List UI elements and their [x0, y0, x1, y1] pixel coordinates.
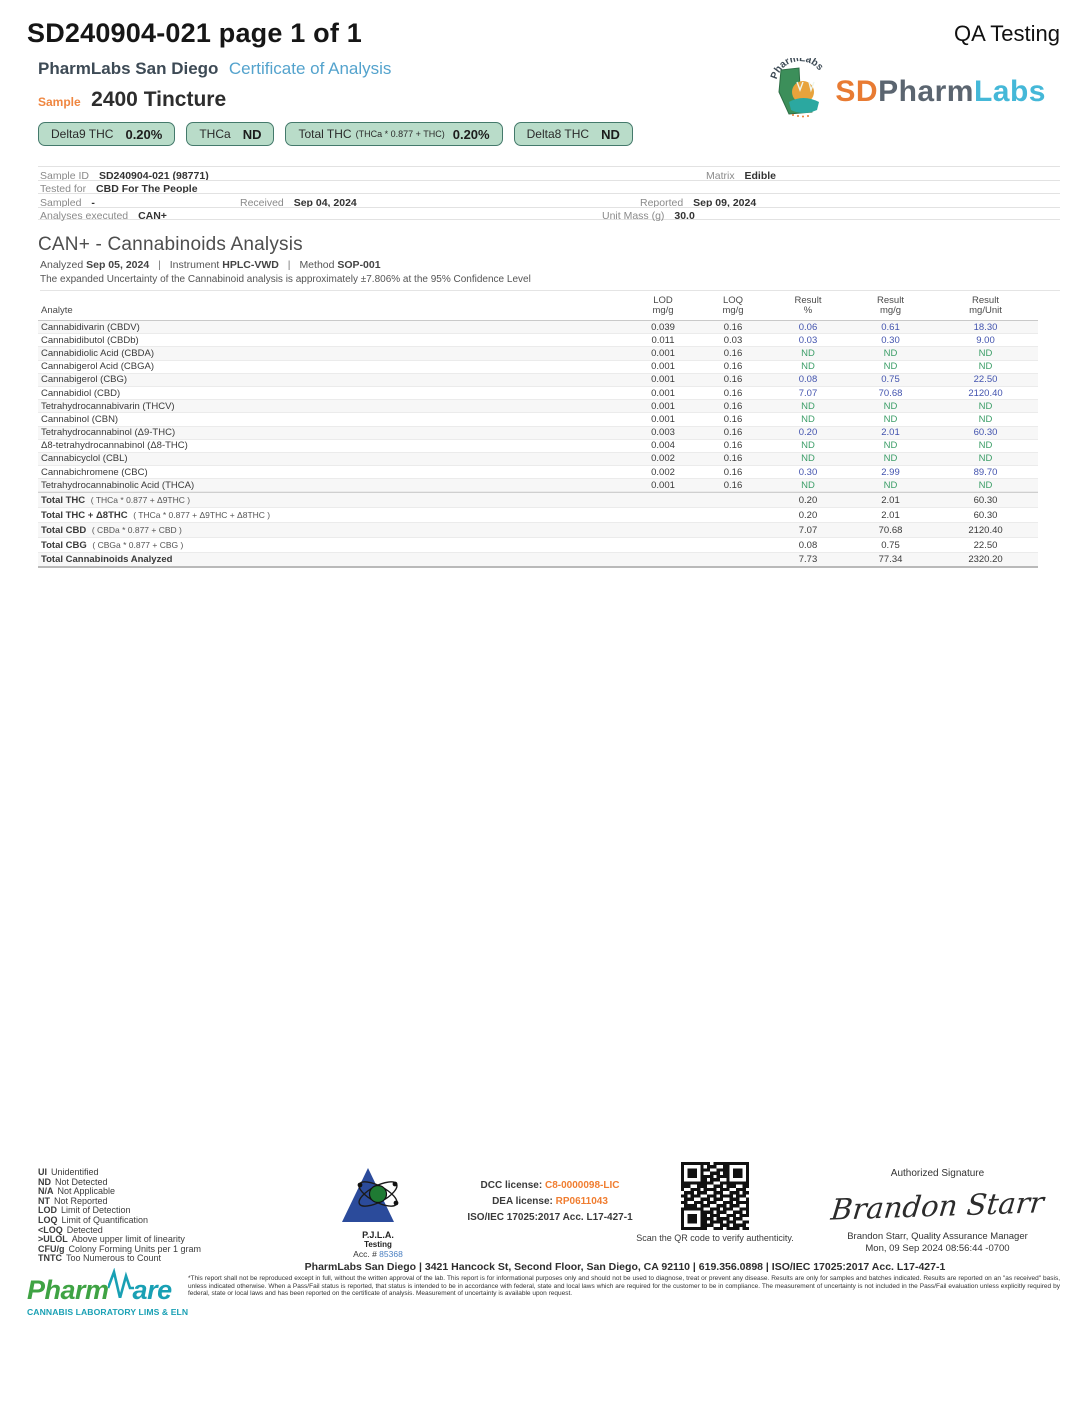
lod-value: 0.001	[651, 387, 675, 399]
table-row	[38, 347, 1038, 360]
legend-desc: Above upper limit of linearity	[71, 1234, 185, 1245]
result-pct: ND	[801, 347, 815, 359]
result-pct: 0.08	[798, 374, 818, 386]
legend-abbr: CFU/g	[38, 1243, 65, 1254]
separator: |	[287, 259, 291, 271]
legend-desc: Not Applicable	[57, 1186, 116, 1197]
legend-desc: Limit of Quantification	[61, 1214, 149, 1225]
pjla-acc-number: Acc. # 85368	[353, 1249, 403, 1259]
legend-abbr: N/A	[38, 1186, 54, 1197]
dcc-license-label: DCC license:	[480, 1180, 543, 1191]
table-total-row	[38, 493, 1038, 508]
table-row	[38, 413, 1038, 426]
total-formula: ( THCa * 0.877 + Δ9THC + Δ8THC )	[133, 509, 271, 520]
legend-desc: Colony Forming Units per 1 gram	[68, 1243, 202, 1254]
abbreviation-legend	[38, 1168, 201, 1264]
total-label: Total THC	[41, 494, 86, 506]
lod-value: 0.001	[651, 361, 675, 373]
dea-license-value[interactable]: RP0611043	[555, 1196, 608, 1207]
qa-testing-label: QA Testing	[954, 21, 1060, 46]
total-formula: ( THCa * 0.877 + Δ9THC )	[90, 494, 191, 505]
table-row	[38, 374, 1038, 387]
legend-abbr: UI	[38, 1167, 47, 1177]
result-mgg: 0.75	[881, 374, 900, 386]
result-mgg: ND	[883, 400, 898, 412]
result-mgunit: ND	[978, 479, 993, 491]
result-mgg: ND	[883, 347, 898, 359]
result-mgg: 2.99	[881, 466, 900, 478]
sampled-label: Sampled	[40, 196, 82, 209]
potency-badge	[186, 122, 274, 146]
document-type: Certificate of Analysis	[228, 59, 392, 78]
qr-caption: Scan the QR code to verify authenticity.	[636, 1233, 794, 1243]
potency-badge	[38, 122, 175, 146]
tested-for-value: CBD For The People	[96, 183, 198, 195]
badge-value: ND	[242, 126, 262, 142]
table-total-row	[38, 523, 1038, 538]
analyte-name: Tetrahydrocannabivarin (THCV)	[41, 400, 175, 412]
result-mgg: ND	[883, 413, 898, 425]
pulse-wave-icon	[108, 1268, 134, 1303]
result-mgunit: 9.00	[976, 334, 995, 346]
result-pct: 7.07	[798, 387, 818, 399]
report-disclaimer: *This report shall not be reproduced except in full, without the written approval of the lab. This report is for informational purposes only and should not be used to diagnose, treat or prevent any disease. Results are only for samples and batches indicated. Results are reported on an "as received" basis, unless indicated otherwise. When a Pass/Fail status is reported, that status is intended to be in accordance with federal, state and local laws which are required for the customer to be in compliance. The measurement of uncertainty is not included in the Pass/Fail evaluation unless explicitly required by federal, state or local laws and has been reported on the certificate of analysis. Measurement of uncertainty is available upon request.	[188, 1275, 1060, 1298]
result-mgunit: 60.30	[973, 427, 998, 439]
total-mgg: 2.01	[881, 494, 900, 506]
legend-desc: Limit of Detection	[61, 1205, 131, 1216]
legend-desc: Too Numerous to Count	[66, 1253, 162, 1264]
qr-section	[620, 1162, 810, 1243]
table-row	[38, 334, 1038, 347]
loq-value: 0.16	[723, 321, 743, 333]
lod-value: 0.011	[651, 334, 675, 346]
result-mgunit: ND	[978, 453, 993, 465]
analyte-name: Cannabicyclol (CBL)	[41, 453, 128, 465]
received-label: Received	[240, 196, 284, 209]
column-result-mgg: Result mg/g	[877, 295, 904, 316]
legend-desc: Detected	[66, 1224, 103, 1235]
badge-label: Delta8 THC	[526, 127, 590, 141]
method-value: SOP-001	[337, 259, 381, 271]
total-pct: 7.73	[798, 554, 818, 566]
result-mgunit: 2120.40	[968, 387, 1003, 399]
badge-value: 0.20%	[452, 126, 490, 142]
unit-mass-label: Unit Mass (g)	[602, 210, 665, 222]
loq-value: 0.03	[723, 334, 743, 346]
total-mgunit: 2120.40	[968, 524, 1003, 536]
dea-license-label: DEA license:	[492, 1196, 553, 1207]
lab-address: PharmLabs San Diego | 3421 Hancock St, Second Floor, San Diego, CA 92110 | 619.356.0898 | ISO/IEC 17025:2017 Acc. L17-427-1	[304, 1261, 946, 1273]
loq-value: 0.16	[723, 387, 743, 399]
cannabinoids-table	[38, 291, 1038, 568]
result-pct: 0.03	[798, 334, 818, 346]
column-result-mgunit: Result mg/Unit	[969, 295, 1002, 316]
uncertainty-note: The expanded Uncertainty of the Cannabinoid analysis is approximately ±7.806% at the 95% Confidence Level	[40, 274, 1060, 291]
dcc-license-value[interactable]: C8-0000098-LIC	[544, 1180, 620, 1191]
reported-label: Reported	[640, 196, 684, 209]
analyte-rows	[38, 321, 1038, 492]
signature-heading: Authorized Signature	[890, 1168, 985, 1179]
signature-block	[830, 1168, 1045, 1254]
matrix-value: Edible	[744, 169, 777, 182]
pharmware-tagline: CANNABIS LABORATORY LIMS & ELN	[27, 1307, 189, 1317]
table-row	[38, 387, 1038, 400]
signature-script: Brandon Starr	[829, 1185, 1046, 1227]
analyte-name: Δ8-tetrahydrocannabinol (Δ8-THC)	[41, 440, 188, 452]
result-pct: ND	[801, 413, 815, 425]
analyzed-value: Sep 05, 2024	[86, 259, 150, 271]
table-row	[38, 400, 1038, 413]
badge-formula: (THCa * 0.877 + THC)	[355, 129, 445, 139]
result-mgg: ND	[883, 440, 898, 452]
analyte-name: Cannabigerol (CBG)	[41, 374, 128, 386]
sample-id-label: Sample ID	[40, 169, 90, 182]
matrix-label: Matrix	[706, 169, 735, 182]
table-row	[38, 453, 1038, 466]
result-pct: ND	[801, 479, 815, 491]
badge-label: Delta9 THC	[51, 127, 114, 141]
result-pct: ND	[801, 440, 815, 452]
analyte-name: Tetrahydrocannabinol (Δ9-THC)	[41, 427, 176, 439]
result-mgunit: 18.30	[973, 321, 998, 333]
result-mgg: ND	[883, 479, 898, 491]
total-label: Total THC + Δ8THC	[41, 509, 128, 521]
table-total-row	[38, 553, 1038, 568]
pharmware-brand-a: Pharm	[27, 1275, 109, 1305]
result-mgg: ND	[883, 361, 898, 373]
lod-value: 0.001	[651, 347, 675, 359]
analyte-name: Cannabigerol Acid (CBGA)	[41, 361, 154, 373]
analyte-name: Cannabinol (CBN)	[41, 413, 119, 425]
analyzed-label: Analyzed	[40, 259, 84, 271]
total-mgg: 0.75	[881, 539, 900, 551]
document-title: SD240904-021 page 1 of 1	[27, 18, 362, 48]
lod-value: 0.001	[651, 400, 675, 412]
column-analyte: Analyte	[41, 305, 73, 316]
analyte-name: Tetrahydrocannabinolic Acid (THCA)	[41, 479, 195, 491]
iso-accreditation: ISO/IEC 17025:2017 Acc. L17-427-1	[467, 1212, 633, 1223]
total-mgg: 2.01	[881, 509, 900, 521]
lod-value: 0.002	[651, 466, 675, 478]
badge-label: THCa	[199, 127, 231, 141]
legend-desc: Not Reported	[54, 1195, 108, 1206]
page-header	[0, 0, 1088, 49]
result-mgg: 2.01	[881, 427, 900, 439]
loq-value: 0.16	[723, 453, 743, 465]
result-mgg: 0.30	[881, 334, 900, 346]
analyses-label: Analyses executed	[40, 210, 129, 222]
column-lod: LOD mg/g	[652, 295, 674, 316]
analyte-name: Cannabichromene (CBC)	[41, 466, 148, 478]
result-mgunit: 89.70	[973, 466, 998, 478]
total-formula: ( CBDa * 0.877 + CBD )	[91, 524, 182, 535]
lod-value: 0.003	[651, 427, 675, 439]
badge-value: ND	[601, 126, 620, 142]
result-mgunit: ND	[978, 347, 993, 359]
legend-desc: Unidentified	[51, 1167, 99, 1177]
section-meta	[40, 259, 1088, 271]
legend-item	[38, 1254, 201, 1264]
loq-value: 0.16	[723, 413, 743, 425]
legend-abbr: ND	[38, 1176, 51, 1187]
lod-value: 0.001	[651, 374, 675, 386]
result-mgunit: ND	[978, 361, 993, 373]
badge-value: 0.20%	[125, 126, 163, 142]
potency-badges	[38, 122, 1060, 146]
table-total-row	[38, 508, 1038, 523]
license-block	[455, 1178, 645, 1226]
analyses-row	[38, 207, 1060, 221]
table-row	[38, 361, 1038, 374]
dea-license-row	[455, 1194, 645, 1210]
result-pct: ND	[801, 400, 815, 412]
analyte-name: Cannabidiolic Acid (CBDA)	[41, 347, 154, 359]
section-title: CAN+ - Cannabinoids Analysis	[38, 234, 303, 255]
column-result-pct: Result %	[794, 295, 822, 316]
total-formula: ( CBGa * 0.877 + CBG )	[92, 539, 184, 550]
lod-value: 0.002	[651, 453, 675, 465]
loq-value: 0.16	[723, 400, 743, 412]
pharmware-brand-b: are	[132, 1275, 172, 1305]
instrument-value: HPLC-VWD	[222, 259, 279, 271]
total-mgunit: 2320.20	[968, 554, 1003, 566]
legend-abbr: LOD	[38, 1205, 57, 1216]
pjla-logo-icon	[340, 1211, 416, 1228]
lod-value: 0.001	[651, 479, 675, 491]
potency-badge	[514, 122, 633, 146]
sample-label: Sample	[38, 95, 81, 109]
analyte-name: Cannabidibutol (CBDb)	[41, 334, 139, 346]
lod-value: 0.004	[651, 440, 675, 452]
signature-datetime: Mon, 09 Sep 2024 08:56:44 -0700	[865, 1243, 1010, 1254]
qr-code	[681, 1162, 749, 1230]
result-mgunit: 22.50	[973, 374, 998, 386]
legend-abbr: >ULOL	[38, 1234, 68, 1245]
result-pct: 0.06	[798, 321, 818, 333]
sdpharmlabs-wordmark: SDPharmLabs	[835, 74, 1046, 108]
pjla-accreditation	[328, 1166, 428, 1259]
tested-for-label: Tested for	[40, 183, 87, 195]
svg-text:PharmLabs: PharmLabs	[769, 58, 826, 81]
result-pct: 0.20	[798, 427, 818, 439]
sample-id-row	[38, 166, 1060, 180]
lod-value: 0.001	[651, 413, 675, 425]
table-row	[38, 321, 1038, 334]
separator: |	[158, 259, 161, 271]
total-pct: 0.08	[798, 539, 818, 551]
lod-value: 0.039	[651, 321, 675, 333]
loq-value: 0.16	[723, 427, 743, 439]
legend-abbr: NT	[38, 1195, 50, 1206]
legend-abbr: LOQ	[38, 1214, 58, 1225]
loq-value: 0.16	[723, 479, 743, 491]
signer-name-title: Brandon Starr, Quality Assurance Manager	[847, 1231, 1028, 1242]
loq-value: 0.16	[723, 361, 743, 373]
total-label: Total CBD	[41, 524, 87, 536]
total-pct: 0.20	[798, 494, 818, 506]
column-loq: LOQ mg/g	[722, 295, 744, 316]
analyte-name: Cannabidiol (CBD)	[41, 387, 121, 399]
result-pct: ND	[801, 361, 815, 373]
pjla-acc-link[interactable]: 85368	[379, 1249, 403, 1259]
dcc-license-row	[455, 1178, 645, 1194]
table-row	[38, 440, 1038, 453]
sampled-value: -	[91, 196, 95, 209]
result-pct: ND	[801, 453, 815, 465]
total-mgunit: 22.50	[973, 539, 998, 551]
sample-id-value: SD240904-021 (98771)	[98, 169, 209, 182]
total-pct: 0.20	[798, 509, 818, 521]
result-pct: 0.30	[798, 466, 818, 478]
result-mgg: 70.68	[878, 387, 903, 399]
tested-for-row	[38, 180, 1060, 194]
sample-info-table	[38, 166, 1060, 220]
result-mgunit: ND	[978, 413, 993, 425]
legend-abbr: <LOQ	[38, 1224, 63, 1235]
total-mgg: 77.34	[878, 554, 903, 566]
pharmware-logo	[27, 1268, 189, 1317]
analyte-name: Cannabidivarin (CBDV)	[41, 321, 140, 333]
totals-rows	[38, 492, 1038, 568]
table-total-row	[38, 538, 1038, 553]
unit-mass-value: 30.0	[674, 210, 695, 222]
legend-abbr: TNTC	[38, 1253, 62, 1264]
sdpharmlabs-badge-icon	[769, 58, 831, 125]
total-label: Total CBG	[41, 539, 87, 551]
sdpharmlabs-logo	[769, 58, 1046, 125]
table-header	[38, 291, 1038, 321]
total-mgg: 70.68	[878, 524, 903, 536]
badge-label: Total THC	[298, 127, 352, 141]
dates-row	[38, 193, 1060, 207]
total-pct: 7.07	[798, 524, 818, 536]
reported-value: Sep 09, 2024	[693, 196, 757, 209]
legend-desc: Not Detected	[55, 1176, 108, 1187]
pjla-sub: Testing	[364, 1240, 392, 1249]
total-mgunit: 60.30	[973, 494, 998, 506]
sample-name: 2400 Tincture	[91, 88, 227, 111]
received-value: Sep 04, 2024	[293, 196, 357, 209]
loq-value: 0.16	[723, 466, 743, 478]
pjla-name: P.J.L.A.	[362, 1230, 394, 1240]
result-mgunit: ND	[978, 440, 993, 452]
result-mgunit: ND	[978, 400, 993, 412]
instrument-label: Instrument	[169, 259, 220, 271]
table-row	[38, 479, 1038, 492]
result-mgg: 0.61	[881, 321, 900, 333]
loq-value: 0.16	[723, 347, 743, 359]
analyses-value: CAN+	[138, 210, 167, 222]
loq-value: 0.16	[723, 374, 743, 386]
total-label: Total Cannabinoids Analyzed	[41, 554, 173, 566]
table-row	[38, 427, 1038, 440]
total-mgunit: 60.30	[973, 509, 998, 521]
result-mgg: ND	[883, 453, 898, 465]
method-label: Method	[299, 259, 335, 271]
potency-badge	[285, 122, 502, 146]
table-row	[38, 466, 1038, 479]
loq-value: 0.16	[723, 440, 743, 452]
lab-name: PharmLabs San Diego	[38, 59, 219, 78]
